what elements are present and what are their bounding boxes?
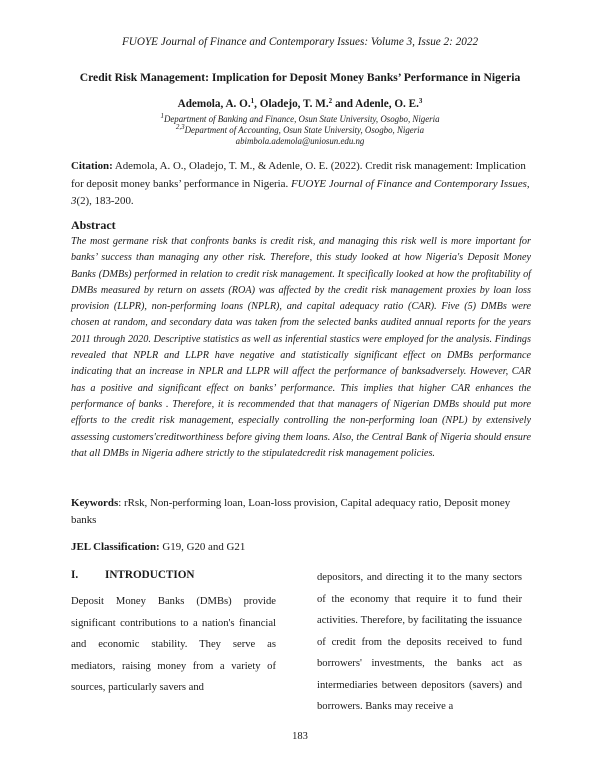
section-heading: [71, 569, 195, 581]
page-number: 183: [292, 731, 308, 742]
author-name: Oladejo, T. M.: [259, 98, 329, 110]
keywords: [71, 495, 531, 528]
keywords-label: Keywords: [71, 497, 119, 509]
journal-header: FUOYE Journal of Finance and Contemporary Issues: Volume 3, Issue 2: 2022: [121, 36, 479, 48]
author-affiliation-mark: 3: [418, 97, 423, 105]
affiliation-mark: 2,3: [175, 123, 185, 131]
affiliation-text: Department of Banking and Finance, Osun State University, Osogbo, Nigeria: [163, 114, 440, 124]
author-affiliation-mark: 1: [250, 97, 255, 105]
author-separator: ,: [254, 98, 260, 110]
author-separator: and: [332, 98, 356, 110]
author-email[interactable]: abimbola.ademola@uniosun.edu.ng: [235, 136, 365, 146]
affiliation-mark: 1: [160, 112, 164, 120]
body-column-right: depositors, and directing it to the many sectors of the economy that require it to fund their activities. Therefore, by facilitating the issuance of credit from the deposits received to fund borrowers' investments, the banks act as intermediaries between depositors (savers) and borrowers. Banks may receive a: [317, 572, 522, 712]
citation-text: Ademola, A. O., Oladejo, T. M., & Adenle, O. E. (2022). Credit risk management: Implication for deposit money banks’ performance in Nigeria.: [71, 160, 526, 190]
citation-label: Citation:: [71, 160, 113, 172]
section-number: I.: [71, 569, 79, 581]
jel-classification: [71, 541, 245, 553]
author-list: [40, 98, 560, 110]
author-affiliation-mark: 2: [328, 97, 333, 105]
affiliation-text: Department of Accounting, Osun State University, Osogbo, Nigeria: [184, 125, 425, 135]
paper-title: Credit Risk Management: Implication for Deposit Money Banks’ Performance in Nigeria: [79, 71, 521, 84]
author-name: Ademola, A. O.: [177, 98, 251, 110]
jel-label: JEL Classification:: [71, 541, 160, 553]
affiliation: [40, 125, 560, 136]
affiliation: [40, 114, 560, 125]
citation: [71, 158, 531, 211]
section-title: INTRODUCTION: [105, 569, 195, 581]
abstract-body: The most germane risk that confronts banks is credit risk, and managing this risk well is more important for banks’ success than managing any other risk. Therefore, this study looked at how Nigeria's Deposit Money Banks (DMBs) performed in relation to credit risk management. It specifically looked at how the profitability of DMBs measured by return on assets (ROA) was affected by the credit risk management proxies by loan loss provision (LLPR), non-performing loans (NPLR), and capital adequacy ratio (CAR). Five (5) DMBs were chosen at random, and secondary data was taken from the selected banks audited annual reports for the years 2011 through 2020. Descriptive statistics as well as inferential stastics were employed for the analysis. Findings revealed that NPLR and LLPR have negative and statistically significant effect on DMBs performance indicating that an increase in NPLR and LLPR will affect the performance of banksadversely. However, CAR has a positive and significant effect on banks’ performance. This implies that higher CAR enhances the performance of banks . Therefore, it is recommended that that managers of Nigerian DMBs should put more efforts to the credit risk management, especially controlling the non-performing loan (NPL) by extensively assessing customers'creditworthiness before giving them loans. Also, the Central Bank of Nigeria should ensure that all DMBs in Nigeria adhere strictly to the stipulatedcredit risk management policies.: [71, 236, 531, 459]
abstract-heading: Abstract: [71, 218, 116, 232]
author-name: Adenle, O. E.: [355, 98, 419, 110]
citation-journal: FUOYE Journal of Finance and Contemporary Issues, 3: [71, 177, 530, 207]
citation-issue-pages: (2), 183-200.: [76, 195, 134, 207]
jel-codes: G19, G20 and G21: [159, 541, 246, 553]
body-column-left: Deposit Money Banks (DMBs) provide significant contributions to a nation's financial and economic stability. They serve as mediators, raising money from a variety of sources, particularly savers and: [71, 596, 276, 693]
keywords-text: : rRsk, Non-performing loan, Loan-loss provision, Capital adequacy ratio, Deposit money banks: [71, 497, 511, 526]
